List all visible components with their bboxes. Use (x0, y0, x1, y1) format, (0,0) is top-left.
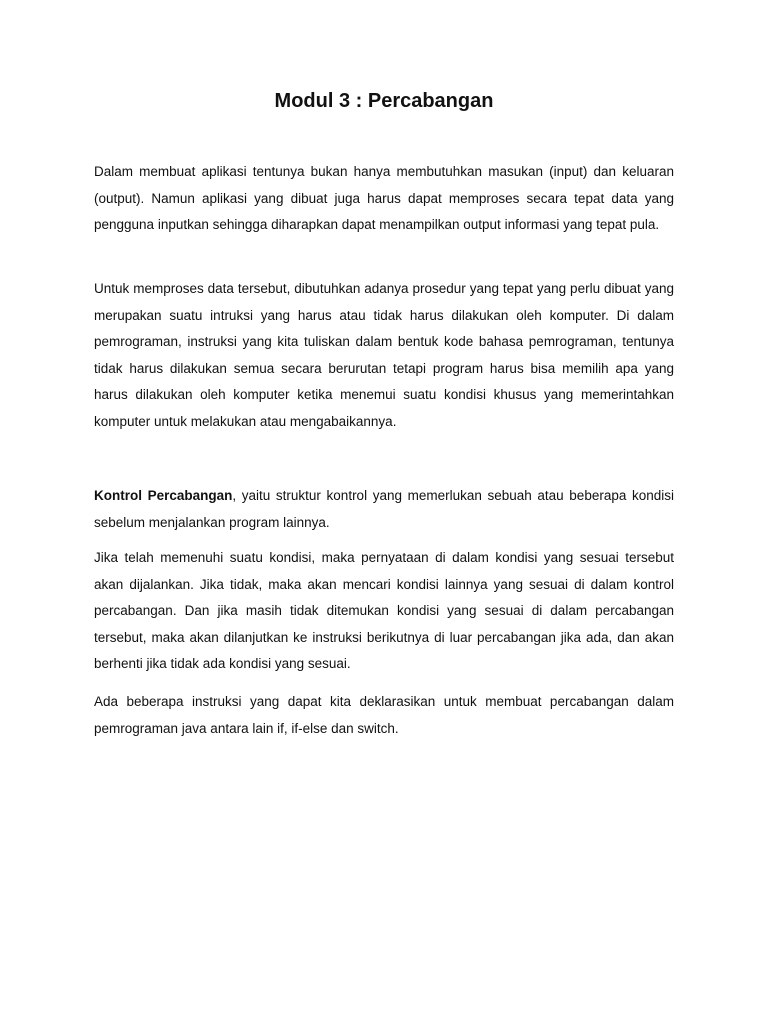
paragraph-procedure: Untuk memproses data tersebut, dibutuhkan adanya prosedur yang tepat yang perlu dibuat yang merupakan suatu intruksi yang harus atau tidak harus dilakukan oleh komputer. Di dalam pemrograman, instruksi yang kita tuliskan dalam bentuk kode bahasa pemrograman, tentunya tidak harus dilakukan semua secara berurutan tetapi program harus bisa memilih apa yang harus dilakukan oleh komputer ketika menemui suatu kondisi khusus yang memerintahkan komputer untuk melakukan atau mengabaikannya. (94, 281, 674, 429)
paragraph-definition (94, 483, 674, 536)
page-title: Modul 3 : Percabangan (274, 90, 494, 112)
paragraph-java-instructions: Ada beberapa instruksi yang dapat kita deklarasikan untuk membuat percabangan dalam pemrograman java antara lain if, if-else dan switch. (94, 694, 674, 736)
paragraph-intro: Dalam membuat aplikasi tentunya bukan hanya membutuhkan masukan (input) dan keluaran (output). Namun aplikasi yang dibuat juga harus dapat memproses secara tepat data yang pengguna inputkan sehingga diharapkan dapat menampilkan output informasi yang tepat pula. (94, 164, 674, 233)
definition-text: , yaitu struktur kontrol yang memerlukan sebuah atau beberapa kondisi sebelum menjalankan program lainnya. (94, 488, 674, 530)
paragraph-condition-flow: Jika telah memenuhi suatu kondisi, maka pernyataan di dalam kondisi yang sesuai tersebut akan dijalankan. Jika tidak, maka akan mencari kondisi lainnya yang sesuai di dalam kontrol percabangan. Dan jika masih tidak ditemukan kondisi yang sesuai di dalam percabangan tersebut, maka akan dilanjutkan ke instruksi berikutnya di luar percabangan jika ada, dan akan berhenti jika tidak ada kondisi yang sesuai. (94, 550, 674, 672)
term-kontrol-percabangan: Kontrol Percabangan (94, 488, 233, 503)
